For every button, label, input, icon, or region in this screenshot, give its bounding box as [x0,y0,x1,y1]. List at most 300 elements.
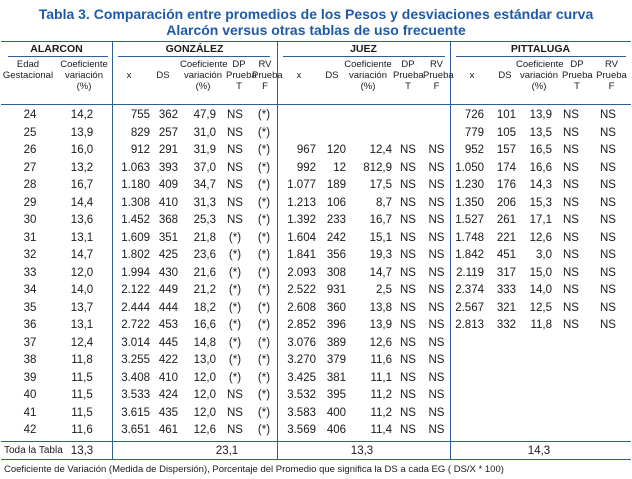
cell-coef-juez: 14,7 [369,267,392,279]
cell-coef-alarcon: 14,0 [70,284,94,296]
cell-x-juez: 1.841 [287,249,316,261]
cell-x-pittaluga: 779 [464,127,484,139]
header-dp-juez: DP [401,59,415,70]
header-rv-gonzalez: RV [258,59,272,70]
cell-coef-alarcon: 12,0 [70,267,94,279]
cell-x-pittaluga: 726 [464,109,484,121]
cell-edad: 31 [23,232,37,244]
cell-ds-pittaluga: 451 [496,249,516,261]
cell-coef-gonzalez: 31,9 [193,144,216,156]
cell-coef-juez: 11,4 [370,424,392,436]
cell-dp-juez: NS [400,197,416,209]
cell-coef-pittaluga [518,388,552,402]
cell-edad: 39 [23,372,37,384]
cell-x-pittaluga [452,336,484,350]
cell-coef-gonzalez: 12,0 [193,389,216,401]
cell-x-gonzalez: 1.609 [121,232,150,244]
cell-coef-gonzalez: 23,6 [193,249,216,261]
group-gonzalez: GONZÁLEZ [165,43,224,55]
header-coef-gonzalez: variación [183,70,223,81]
cell-coef-alarcon: 13,1 [70,232,94,244]
cell-x-pittaluga [452,353,484,367]
cell-coef-gonzalez: 37,0 [193,162,216,174]
header-rv-juez: F [433,81,440,92]
cell-rv-gonzalez: (*) [257,284,271,296]
cell-x-juez: 3.532 [287,389,316,401]
cell-coef-juez: 11,6 [370,354,392,366]
cell-dp-gonzalez: NS [227,389,243,401]
cell-coef-alarcon: 14,4 [70,197,94,209]
cell-coef-juez: 12,4 [369,144,392,156]
cell-dp-juez: NS [400,267,416,279]
cell-edad: 40 [23,389,37,401]
cell-ds-gonzalez: 453 [158,319,178,331]
cell-coef-juez: 11,2 [370,407,392,419]
cell-coef-juez: 11,2 [370,389,392,401]
group-pittaluga: PITTALUGA [510,43,571,55]
cell-ds-juez: 356 [326,249,346,261]
cell-x-pittaluga: 2.119 [456,267,484,279]
cell-edad: 29 [23,197,37,209]
cell-x-juez: 3.270 [287,354,316,366]
cell-coef-alarcon: 11,5 [71,372,93,384]
cell-edad: 34 [23,284,37,296]
header-ds-juez: DS [325,70,339,81]
cell-x-gonzalez: 2.122 [121,284,150,296]
header-rv-gonzalez: F [262,81,268,92]
cell-rv-pittaluga: NS [600,179,616,191]
cell-ds-pittaluga: 176 [496,179,516,191]
cell-x-gonzalez: 3.014 [121,337,150,349]
cell-ds-juez: 120 [326,144,346,156]
cell-dp-juez [393,126,423,140]
cell-dp-gonzalez: NS [227,407,243,419]
cell-rv-gonzalez: (*) [257,162,271,174]
header-rv-juez: Prueba [423,70,454,81]
table-title-line-1: Tabla 3. Comparación entre promedios de los Pesos y desviaciones estándar curva [38,6,594,22]
cell-ds-juez: 106 [326,197,346,209]
cell-rv-pittaluga: NS [600,319,616,331]
cell-coef-gonzalez: 21,2 [193,284,216,296]
cell-ds-pittaluga: 261 [496,214,516,226]
cell-dp-juez [393,108,423,122]
cell-x-gonzalez: 3.408 [121,372,150,384]
cell-coef-pittaluga [518,353,552,367]
cell-coef-alarcon: 11,5 [71,389,93,401]
cell-ds-gonzalez: 410 [158,372,178,384]
cell-dp-pittaluga: NS [563,162,579,174]
cell-x-juez: 1.604 [287,232,316,244]
header-rv-pittaluga: RV [604,59,619,70]
cell-x-gonzalez: 829 [130,127,150,139]
cell-dp-pittaluga [556,423,586,437]
cell-rv-gonzalez: (*) [257,302,271,314]
header-coef-gonzalez: (%) [195,81,211,92]
cell-coef-pittaluga: 12,6 [529,232,552,244]
cell-coef-alarcon: 12,4 [70,337,94,349]
cell-coef-pittaluga: 11,8 [530,319,552,331]
cell-ds-juez: 242 [326,232,346,244]
cell-rv-juez: NS [428,267,445,279]
cell-coef-alarcon: 14,2 [70,109,94,121]
cell-rv-juez: NS [428,249,445,261]
cell-dp-juez: NS [400,319,416,331]
cell-edad: 26 [23,144,37,156]
cell-coef-juez: 17,5 [369,179,392,191]
cell-coef-pittaluga: 13,9 [529,109,552,121]
header-dp-juez: T [405,81,411,92]
cell-x-juez: 3.425 [287,372,316,384]
cell-rv-gonzalez: (*) [257,354,271,366]
cell-dp-pittaluga [556,336,586,350]
cell-x-juez: 2.852 [287,319,316,331]
header-coef-juez: (%) [360,81,376,92]
cell-ds-pittaluga [486,423,516,437]
cell-rv-pittaluga: NS [600,144,616,156]
cell-edad: 33 [23,267,37,279]
cell-coef-alarcon: 16,0 [70,144,94,156]
cell-rv-pittaluga: NS [600,284,616,296]
cell-ds-gonzalez: 461 [158,424,178,436]
cell-x-gonzalez: 1.452 [121,214,150,226]
cell-coef-gonzalez: 16,6 [193,319,216,331]
cell-dp-gonzalez: NS [227,144,243,156]
cell-ds-pittaluga [486,353,516,367]
cell-edad: 35 [23,302,37,314]
header-ds-gonzalez: DS [156,70,170,81]
header-ds-pittaluga: DS [498,70,512,81]
cell-rv-juez: NS [428,389,445,401]
cell-rv-gonzalez: (*) [257,214,271,226]
cell-coef-gonzalez: 12,0 [193,372,216,384]
cell-ds-pittaluga: 333 [496,284,516,296]
cell-dp-juez: NS [400,302,416,314]
cell-x-pittaluga: 1.842 [455,249,484,261]
cell-ds-gonzalez: 291 [158,144,178,156]
cell-x-pittaluga: 2.813 [455,319,484,331]
cell-rv-juez: NS [428,284,445,296]
cell-ds-gonzalez: 444 [158,302,178,314]
cell-ds-juez [318,126,346,140]
cell-ds-gonzalez: 435 [158,407,178,419]
cell-x-gonzalez: 912 [130,144,150,156]
cell-rv-juez: NS [428,232,445,244]
cell-dp-gonzalez: (*) [228,354,242,366]
total-pittaluga: 14,3 [527,445,551,457]
cell-dp-gonzalez: (*) [228,337,242,349]
cell-dp-gonzalez: NS [227,424,243,436]
group-underline-gonzalez [118,56,270,57]
cell-rv-pittaluga: NS [600,249,616,261]
cell-coef-gonzalez: 21,8 [193,232,216,244]
cell-dp-juez: NS [400,337,416,349]
cell-coef-juez: 19,3 [369,249,392,261]
footnote: Coeficiente de Variación (Medida de Dispersión), Porcentaje del Promedio que significa la DS a cada EG ( DS/X * 100) [4,464,504,475]
cell-rv-juez: NS [428,302,445,314]
cell-coef-alarcon: 13,9 [70,127,94,139]
cell-coef-alarcon: 16,7 [70,179,94,191]
cell-ds-juez: 379 [326,354,346,366]
group-underline-juez [283,56,445,57]
cell-dp-juez: NS [400,372,416,384]
cell-x-pittaluga: 1.230 [455,179,484,191]
cell-ds-juez: 389 [326,337,346,349]
header-dp-pittaluga: T [574,81,580,92]
cell-x-pittaluga: 1.050 [455,162,484,174]
header-dp-gonzalez: Prueba [226,70,257,81]
cell-ds-pittaluga: 332 [496,319,516,331]
cell-dp-pittaluga: NS [563,197,579,209]
header-dp-gonzalez: T [236,81,242,92]
cell-edad: 27 [23,162,37,174]
cell-coef-gonzalez: 34,7 [193,179,216,191]
cell-edad: 37 [23,337,37,349]
cell-x-gonzalez: 2.444 [121,302,150,314]
cell-ds-pittaluga [486,371,516,385]
cell-rv-juez: NS [428,407,445,419]
cell-ds-pittaluga [486,406,516,420]
cell-x-juez [280,126,316,140]
cell-coef-pittaluga [518,423,552,437]
cell-dp-gonzalez: NS [227,127,243,139]
cell-ds-pittaluga: 101 [496,109,516,121]
cell-dp-pittaluga: NS [563,109,579,121]
cell-rv-juez: NS [428,179,445,191]
cell-rv-pittaluga: NS [600,214,616,226]
header-rv-pittaluga: F [608,81,615,92]
cell-coef-juez: 13,8 [369,302,392,314]
group-alarcon: ALARCON [30,43,83,55]
cell-ds-juez: 400 [326,407,346,419]
cell-rv-pittaluga: NS [600,127,616,139]
cell-dp-pittaluga [556,371,586,385]
cell-ds-gonzalez: 409 [158,179,178,191]
cell-coef-pittaluga: 13,5 [529,127,552,139]
cell-coef-pittaluga: 16,5 [529,144,552,156]
cell-ds-pittaluga [486,388,516,402]
cell-dp-gonzalez: (*) [228,372,242,384]
cell-coef-gonzalez: 21,6 [193,267,216,279]
header-rv-pittaluga: Prueba [596,70,627,81]
header-coef-pittaluga: (%) [531,81,547,92]
header-x-juez: x [296,70,302,81]
total-separator [1,441,631,442]
cell-rv-pittaluga: NS [600,232,616,244]
cell-x-gonzalez: 3.651 [121,424,150,436]
cell-edad: 30 [23,214,37,226]
cell-ds-gonzalez: 449 [158,284,178,296]
cell-x-gonzalez: 3.615 [121,407,150,419]
cell-ds-juez: 12 [333,162,346,174]
cell-dp-juez: NS [400,389,416,401]
cell-x-juez [280,108,316,122]
cell-rv-juez: NS [428,354,445,366]
cell-rv-gonzalez: (*) [257,109,271,121]
header-coef-juez: Coeficiente [344,59,392,70]
cell-rv-juez: NS [428,144,445,156]
cell-rv-juez: NS [428,197,445,209]
cell-x-pittaluga [452,423,484,437]
cell-x-pittaluga [452,371,484,385]
cell-dp-juez: NS [400,162,416,174]
cell-rv-juez: NS [428,214,445,226]
cell-coef-gonzalez: 25,3 [193,214,216,226]
cell-coef-pittaluga: 12,5 [529,302,552,314]
cell-ds-gonzalez: 410 [158,197,178,209]
cell-dp-pittaluga [556,388,586,402]
cell-dp-juez: NS [400,249,416,261]
cell-ds-gonzalez: 362 [158,109,178,121]
cell-rv-gonzalez: (*) [257,144,271,156]
cell-rv-gonzalez: (*) [257,407,271,419]
cell-rv-pittaluga: NS [600,197,616,209]
cell-x-pittaluga: 1.350 [455,197,484,209]
header-rv-gonzalez: Prueba [252,70,283,81]
header-x-gonzalez: x [126,70,132,81]
cell-x-pittaluga: 1.748 [455,232,484,244]
cell-ds-juez: 395 [326,389,346,401]
cell-dp-gonzalez: NS [227,179,243,191]
cell-x-gonzalez: 1.308 [121,197,150,209]
cell-dp-gonzalez: (*) [228,232,242,244]
cell-rv-juez: NS [428,337,445,349]
cell-ds-gonzalez: 368 [158,214,178,226]
cell-dp-juez: NS [400,144,416,156]
cell-rv-gonzalez: (*) [257,197,271,209]
cell-coef-gonzalez: 18,2 [193,302,216,314]
cell-edad: 42 [23,424,37,436]
cell-dp-pittaluga: NS [563,127,579,139]
cell-rv-pittaluga [590,353,626,367]
cell-x-pittaluga: 2.374 [455,284,484,296]
header-dp-pittaluga: DP [570,59,584,70]
cell-x-juez: 2.608 [287,302,316,314]
cell-coef-juez [346,108,392,122]
header-coef-gonzalez: Coeficiente [180,59,228,70]
cell-rv-gonzalez: (*) [257,424,271,436]
cell-dp-gonzalez: (*) [228,267,242,279]
cell-coef-alarcon: 14,7 [70,249,94,261]
cell-rv-gonzalez: (*) [257,179,271,191]
cell-rv-gonzalez: (*) [257,389,271,401]
cell-ds-juez: 931 [326,284,346,296]
cell-ds-pittaluga: 157 [496,144,516,156]
header-x-pittaluga: x [469,70,475,81]
cell-x-gonzalez: 1.063 [121,162,150,174]
cell-dp-juez: NS [400,354,416,366]
cell-ds-pittaluga [486,336,516,350]
cell-coef-alarcon: 11,8 [71,354,93,366]
cell-x-pittaluga: 952 [464,144,484,156]
header-dp-pittaluga: Prueba [562,70,593,81]
cell-rv-pittaluga [590,336,626,350]
cell-ds-juez: 233 [326,214,346,226]
cell-dp-pittaluga: NS [563,214,579,226]
cell-rv-pittaluga: NS [600,267,616,279]
header-edad: Gestacional [2,70,54,81]
header-coef-pittaluga: Coeficiente [516,59,564,70]
cell-ds-juez: 308 [326,267,346,279]
total-label: Toda la Tabla [4,445,63,456]
cell-edad: 36 [23,319,37,331]
cell-x-juez: 3.583 [287,407,316,419]
cell-rv-juez: NS [428,162,445,174]
cell-coef-juez: 15,1 [369,232,392,244]
cell-ds-juez: 189 [326,179,346,191]
cell-ds-juez: 406 [326,424,346,436]
cell-ds-juez: 396 [326,319,346,331]
cell-rv-gonzalez: (*) [257,127,271,139]
cell-ds-juez: 381 [326,372,346,384]
cell-ds-pittaluga: 317 [496,267,516,279]
cell-edad: 41 [23,407,37,419]
cell-rv-gonzalez: (*) [257,249,271,261]
cell-ds-gonzalez: 257 [158,127,178,139]
cell-ds-pittaluga: 206 [496,197,516,209]
cell-ds-gonzalez: 424 [158,389,178,401]
cell-coef-pittaluga [518,406,552,420]
cell-dp-gonzalez: NS [227,162,243,174]
cell-edad: 28 [23,179,37,191]
cell-ds-gonzalez: 425 [158,249,178,261]
cell-ds-pittaluga: 221 [496,232,516,244]
cell-x-juez: 992 [296,162,316,174]
header-coef-juez: variación [348,70,388,81]
cell-coef-alarcon: 13,1 [70,319,94,331]
cell-dp-juez: NS [400,424,416,436]
cell-coef-pittaluga: 15,0 [529,267,552,279]
cell-dp-juez: NS [400,232,416,244]
cell-coef-pittaluga: 16,6 [529,162,552,174]
cell-rv-pittaluga [590,371,626,385]
cell-dp-pittaluga: NS [563,284,579,296]
cell-coef-alarcon: 13,6 [70,214,94,226]
cell-ds-gonzalez: 430 [158,267,178,279]
cell-rv-pittaluga: NS [600,109,616,121]
table-title-line-2: Alarcón versus otras tablas de uso frecuente [166,22,466,38]
cell-rv-pittaluga: NS [600,302,616,314]
cell-coef-pittaluga: 14,0 [529,284,552,296]
header-separator [1,104,631,105]
cell-coef-pittaluga: 14,3 [529,179,552,191]
cell-coef-gonzalez: 13,0 [193,354,216,366]
header-rv-juez: RV [429,59,444,70]
cell-rv-juez: NS [428,319,445,331]
cell-ds-juez: 360 [326,302,346,314]
cell-ds-gonzalez: 422 [158,354,178,366]
cell-dp-pittaluga [556,353,586,367]
cell-rv-juez: NS [428,424,445,436]
cell-coef-gonzalez: 47,9 [193,109,216,121]
cell-dp-pittaluga: NS [563,319,579,331]
cell-edad: 24 [23,109,37,121]
cell-dp-pittaluga: NS [563,302,579,314]
cell-coef-juez: 16,7 [369,214,392,226]
cell-x-juez: 967 [296,144,316,156]
cell-dp-pittaluga: NS [563,179,579,191]
cell-ds-gonzalez: 351 [158,232,178,244]
cell-ds-juez [318,108,346,122]
cell-ds-pittaluga: 105 [496,127,516,139]
cell-ds-gonzalez: 445 [158,337,178,349]
cell-dp-gonzalez: (*) [228,284,242,296]
cell-rv-gonzalez: (*) [257,319,271,331]
cell-coef-juez: 13,9 [369,319,392,331]
cell-x-gonzalez: 1.802 [121,249,150,261]
cell-dp-gonzalez: NS [227,197,243,209]
total-alarcon: 13,3 [70,445,94,457]
header-coef-alarcon: (%) [76,81,92,92]
